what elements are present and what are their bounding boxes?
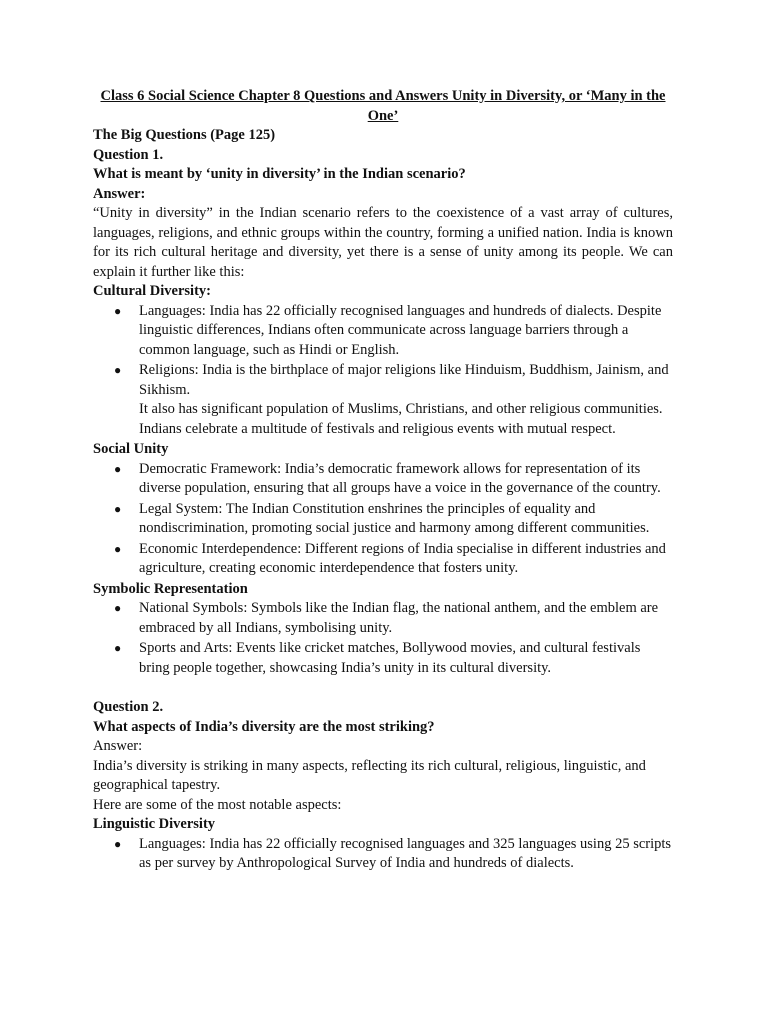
- bullet-icon: ●: [114, 501, 122, 516]
- list-item: ● Sports and Arts: Events like cricket matches, Bollywood movies, and cultural festivals bring people together, showcasing India’s unity in its cultural diversity.: [114, 640, 641, 676]
- bullet-icon: ●: [114, 641, 122, 655]
- list-item: ● National Symbols: Symbols like the Indian flag, the national anthem, and the emblem are embraced by all Indians, symbolising unity.: [114, 600, 659, 636]
- bullet-icon: ●: [114, 461, 122, 476]
- list-item: ● Languages: India has 22 officially recognised languages and hundreds of dialects. Despite linguistic differences, Indians often communicate across language barriers through a common language, such as Hindi or English.: [114, 302, 662, 358]
- bullet-icon: ●: [114, 836, 122, 851]
- document-title: Class 6 Social Science Chapter 8 Questions and Answers Unity in Diversity, or ‘Many in the One’: [100, 88, 666, 124]
- list-social-unity: [93, 460, 673, 579]
- list-symbolic-representation: [93, 599, 673, 678]
- bullet-icon: ●: [114, 363, 122, 377]
- subheading-social-unity: Social Unity: [93, 441, 169, 457]
- list-cultural-diversity: [93, 302, 673, 440]
- list-item: ● Democratic Framework: India’s democratic framework allows for representation of its diverse population, ensuring that all groups have a voice in the governance of the country.: [114, 460, 661, 496]
- question-1-text: What is meant by ‘unity in diversity’ in the Indian scenario?: [93, 166, 466, 182]
- list-linguistic-diversity: [93, 835, 673, 874]
- list-item: ● Religions: India is the birthplace of major religions like Hinduism, Buddhism, Jainism, and Sikhism. It also has significant population of Muslims, Christians, and other religious communities. Indians celebrate a multitude of festivals and religious events with mutual respect.: [114, 362, 669, 437]
- bullet-icon: ●: [114, 303, 122, 318]
- spacer: [93, 679, 673, 698]
- list-item: ● Languages: India has 22 officially recognised languages and 325 languages using 25 scripts as per survey by Anthropological Survey of India and hundreds of dialects.: [114, 835, 672, 871]
- subheading-cultural-diversity: Cultural Diversity:: [93, 283, 211, 299]
- question-2-label: Question 2.: [93, 699, 164, 715]
- subheading-linguistic-diversity: Linguistic Diversity: [93, 816, 216, 832]
- bullet-icon: ●: [114, 601, 122, 615]
- question-2-answer-label: Answer:: [93, 738, 143, 754]
- question-2-text: What aspects of India’s diversity are the most striking?: [93, 718, 435, 735]
- subheading-symbolic-representation: Symbolic Representation: [93, 580, 248, 597]
- document-content: [93, 87, 673, 875]
- bullet-icon: ●: [114, 541, 122, 556]
- list-item: ● Legal System: The Indian Constitution enshrines the principles of equality and nondiscrimination, promoting social justice and harmony among different communities.: [114, 500, 650, 536]
- list-item: ● Economic Interdependence: Different regions of India specialise in different industries and agriculture, creating economic interdependence that fosters unity.: [114, 540, 666, 576]
- question-1-intro: “Unity in diversity” in the Indian scenario refers to the coexistence of a vast array of cultures, languages, religions, and ethnic groups within the country, forming a unified nation. India is known for its rich cultural heritage and diversity, yet there is a sense of unity among its people. We can explain it further like this:: [93, 205, 673, 280]
- question-2-intro: India’s diversity is striking in many aspects, reflecting its rich cultural, religious, linguistic, and geographical tapestry.: [93, 757, 646, 793]
- question-1-label: Question 1.: [93, 146, 164, 163]
- section-heading: The Big Questions (Page 125): [93, 127, 276, 143]
- question-2-intro-2: Here are some of the most notable aspects:: [93, 796, 342, 813]
- question-1-answer-label: Answer:: [93, 185, 146, 202]
